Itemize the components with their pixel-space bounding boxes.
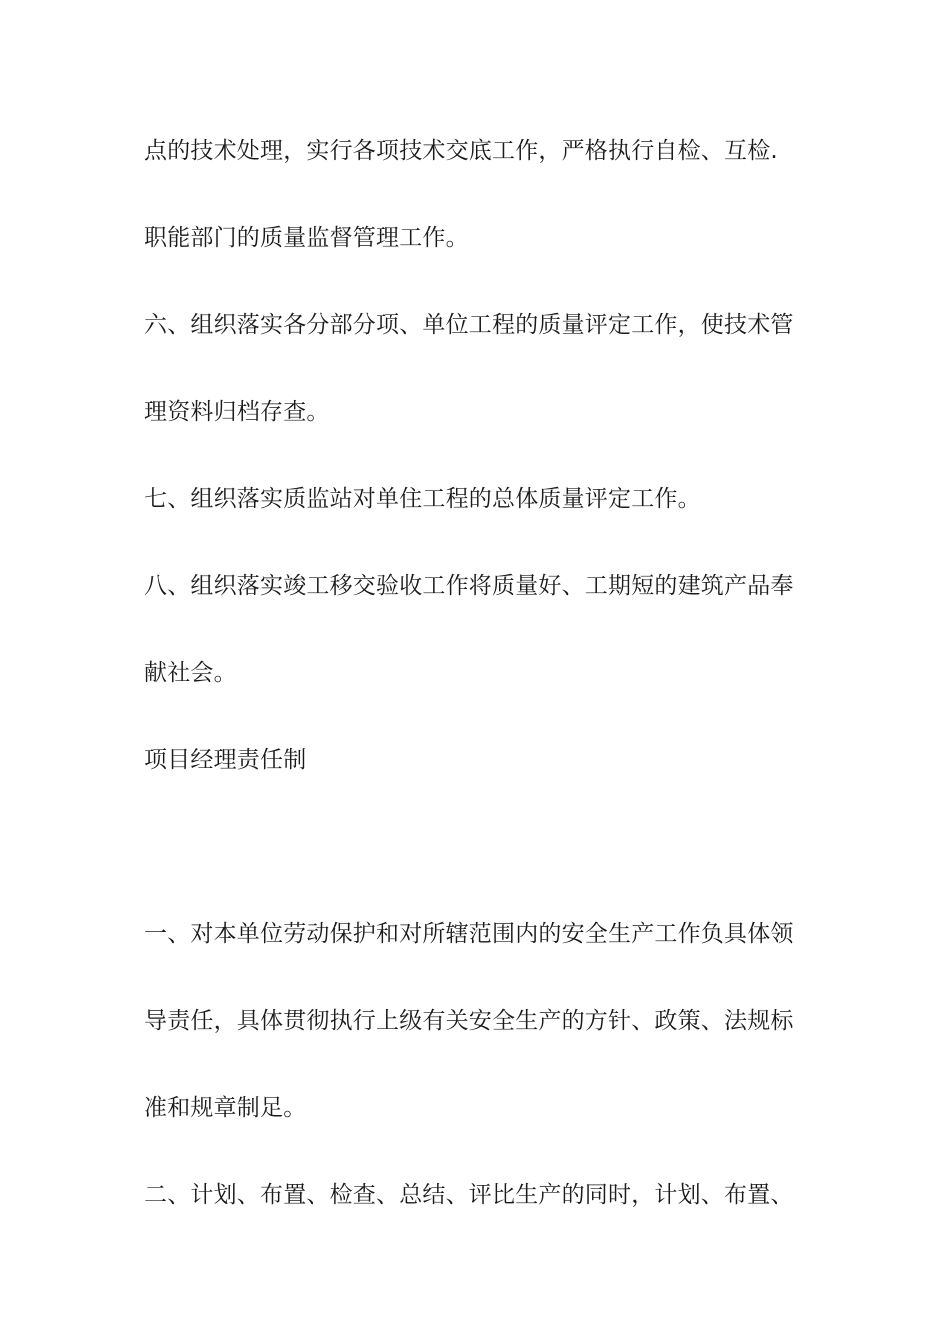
text-line: 八、组织落实竣工移交验收工作将质量好、工期短的建筑产品奉 bbox=[144, 573, 794, 599]
text-line: 六、组织落实各分部分项、单位工程的质量评定工作，使技术管 bbox=[144, 312, 794, 338]
section-heading: 项目经理责任制 bbox=[144, 747, 307, 773]
text-line: 导责任，具体贯彻执行上级有关安全生产的方针、政策、法规标 bbox=[144, 1008, 794, 1034]
text-line: 准和规章制足。 bbox=[144, 1095, 307, 1121]
text-line: 七、组织落实质监站对单住工程的总体质量评定工作。 bbox=[144, 486, 701, 512]
text-line: 点的技术处理，实行各项技术交底工作，严格执行自检、互检. bbox=[144, 138, 778, 164]
text-line: 献社会。 bbox=[144, 660, 237, 686]
text-line: 职能部门的质量监督管理工作。 bbox=[144, 225, 469, 251]
text-line: 理资料归档存查。 bbox=[144, 399, 330, 425]
text-line: 二、计划、布置、检查、总结、评比生产的同时，计划、布置、 bbox=[144, 1182, 794, 1208]
text-line: 一、对本单位劳动保护和对所辖范围内的安全生产工作负具体领 bbox=[144, 921, 794, 947]
